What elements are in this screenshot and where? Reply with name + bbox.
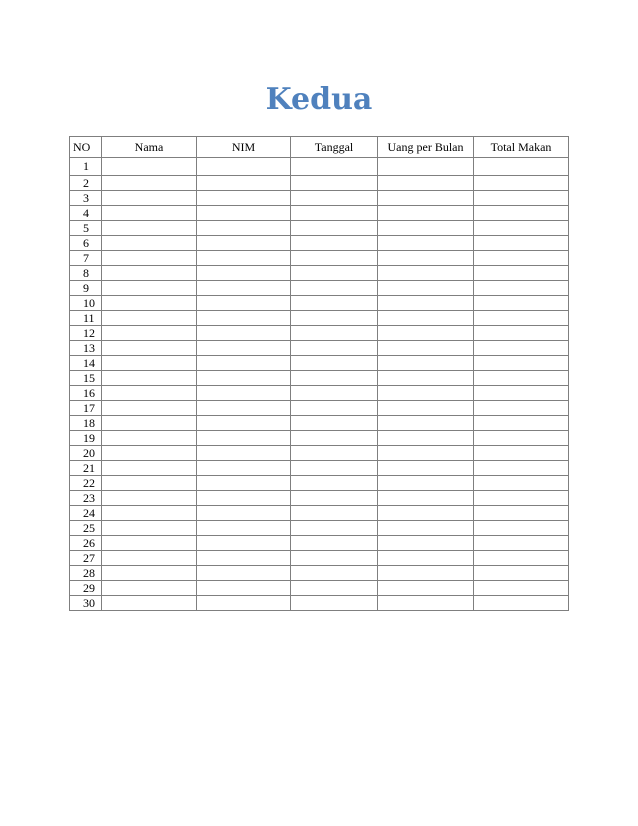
empty-cell — [102, 371, 197, 386]
row-number-cell: 23 — [70, 491, 102, 506]
empty-cell — [197, 311, 291, 326]
empty-cell — [102, 416, 197, 431]
table-row — [70, 266, 569, 281]
empty-cell — [102, 401, 197, 416]
empty-cell — [197, 581, 291, 596]
empty-cell — [197, 551, 291, 566]
empty-cell — [291, 371, 378, 386]
table-row — [70, 401, 569, 416]
row-number-cell: 10 — [70, 296, 102, 311]
row-number-cell: 19 — [70, 431, 102, 446]
table-row — [70, 596, 569, 611]
row-number-cell: 30 — [70, 596, 102, 611]
empty-cell — [291, 416, 378, 431]
empty-cell — [378, 326, 474, 341]
empty-cell — [197, 371, 291, 386]
empty-cell — [378, 491, 474, 506]
empty-cell — [474, 326, 569, 341]
empty-cell — [102, 191, 197, 206]
table-row — [70, 341, 569, 356]
column-header-no: NO — [70, 137, 102, 158]
empty-cell — [102, 491, 197, 506]
empty-cell — [291, 176, 378, 191]
empty-cell — [102, 206, 197, 221]
empty-cell — [474, 296, 569, 311]
row-number-cell: 21 — [70, 461, 102, 476]
empty-cell — [291, 191, 378, 206]
empty-cell — [197, 566, 291, 581]
table-row — [70, 521, 569, 536]
empty-cell — [102, 566, 197, 581]
row-number-cell: 27 — [70, 551, 102, 566]
empty-cell — [378, 461, 474, 476]
row-number-cell: 2 — [70, 176, 102, 191]
empty-cell — [197, 431, 291, 446]
empty-cell — [378, 506, 474, 521]
empty-cell — [474, 476, 569, 491]
table-row — [70, 326, 569, 341]
empty-cell — [291, 221, 378, 236]
empty-cell — [378, 251, 474, 266]
empty-cell — [378, 386, 474, 401]
row-number-cell: 26 — [70, 536, 102, 551]
empty-cell — [474, 446, 569, 461]
empty-cell — [474, 596, 569, 611]
empty-cell — [474, 158, 569, 176]
empty-cell — [291, 326, 378, 341]
empty-cell — [291, 386, 378, 401]
empty-cell — [291, 206, 378, 221]
empty-cell — [378, 266, 474, 281]
table-row — [70, 581, 569, 596]
table-row — [70, 311, 569, 326]
empty-cell — [474, 281, 569, 296]
empty-cell — [197, 521, 291, 536]
table-row — [70, 446, 569, 461]
empty-cell — [102, 341, 197, 356]
row-number-cell: 3 — [70, 191, 102, 206]
empty-cell — [197, 281, 291, 296]
table-row — [70, 506, 569, 521]
empty-cell — [378, 191, 474, 206]
empty-cell — [474, 431, 569, 446]
row-number-cell: 18 — [70, 416, 102, 431]
data-table — [69, 136, 569, 611]
table-row — [70, 206, 569, 221]
empty-cell — [291, 356, 378, 371]
row-number-cell: 29 — [70, 581, 102, 596]
empty-cell — [197, 416, 291, 431]
empty-cell — [102, 431, 197, 446]
empty-cell — [378, 581, 474, 596]
document-title: Kedua — [265, 82, 373, 117]
empty-cell — [197, 251, 291, 266]
empty-cell — [197, 461, 291, 476]
empty-cell — [474, 551, 569, 566]
empty-cell — [474, 536, 569, 551]
table-row — [70, 296, 569, 311]
empty-cell — [291, 551, 378, 566]
empty-cell — [102, 158, 197, 176]
table-row — [70, 431, 569, 446]
empty-cell — [291, 446, 378, 461]
column-header-total-makan: Total Makan — [474, 137, 569, 158]
empty-cell — [378, 521, 474, 536]
empty-cell — [291, 476, 378, 491]
empty-cell — [474, 191, 569, 206]
empty-cell — [291, 521, 378, 536]
table-row — [70, 251, 569, 266]
empty-cell — [474, 566, 569, 581]
empty-cell — [291, 596, 378, 611]
empty-cell — [197, 476, 291, 491]
empty-cell — [474, 311, 569, 326]
empty-cell — [474, 386, 569, 401]
table-row — [70, 476, 569, 491]
empty-cell — [291, 506, 378, 521]
table-row — [70, 461, 569, 476]
empty-cell — [102, 581, 197, 596]
empty-cell — [378, 296, 474, 311]
empty-cell — [197, 506, 291, 521]
empty-cell — [197, 236, 291, 251]
empty-cell — [378, 551, 474, 566]
empty-cell — [291, 536, 378, 551]
empty-cell — [291, 431, 378, 446]
row-number-cell: 7 — [70, 251, 102, 266]
empty-cell — [378, 311, 474, 326]
table-row — [70, 191, 569, 206]
empty-cell — [474, 416, 569, 431]
row-number-cell: 4 — [70, 206, 102, 221]
row-number-cell: 5 — [70, 221, 102, 236]
empty-cell — [197, 191, 291, 206]
table-row — [70, 176, 569, 191]
empty-cell — [102, 251, 197, 266]
empty-cell — [474, 206, 569, 221]
empty-cell — [197, 326, 291, 341]
table-row — [70, 416, 569, 431]
empty-cell — [378, 176, 474, 191]
empty-cell — [197, 356, 291, 371]
row-number-cell: 20 — [70, 446, 102, 461]
row-number-cell: 16 — [70, 386, 102, 401]
empty-cell — [291, 566, 378, 581]
empty-cell — [197, 296, 291, 311]
empty-cell — [102, 536, 197, 551]
empty-cell — [291, 296, 378, 311]
empty-cell — [102, 521, 197, 536]
row-number-cell: 1 — [70, 158, 102, 176]
table-row — [70, 551, 569, 566]
empty-cell — [291, 158, 378, 176]
empty-cell — [102, 446, 197, 461]
row-number-cell: 24 — [70, 506, 102, 521]
empty-cell — [197, 158, 291, 176]
empty-cell — [291, 236, 378, 251]
empty-cell — [378, 356, 474, 371]
empty-cell — [197, 221, 291, 236]
empty-cell — [291, 581, 378, 596]
empty-cell — [291, 281, 378, 296]
empty-cell — [378, 431, 474, 446]
empty-cell — [197, 176, 291, 191]
empty-cell — [197, 401, 291, 416]
empty-cell — [291, 311, 378, 326]
empty-cell — [197, 491, 291, 506]
empty-cell — [102, 506, 197, 521]
row-number-cell: 13 — [70, 341, 102, 356]
empty-cell — [474, 341, 569, 356]
empty-cell — [102, 311, 197, 326]
empty-cell — [378, 476, 474, 491]
empty-cell — [474, 506, 569, 521]
row-number-cell: 25 — [70, 521, 102, 536]
empty-cell — [474, 521, 569, 536]
table-row — [70, 566, 569, 581]
table-row — [70, 536, 569, 551]
row-number-cell: 11 — [70, 311, 102, 326]
empty-cell — [102, 356, 197, 371]
empty-cell — [378, 158, 474, 176]
empty-cell — [474, 491, 569, 506]
column-header-uang-per-bulan: Uang per Bulan — [378, 137, 474, 158]
empty-cell — [474, 176, 569, 191]
table-body — [70, 158, 569, 611]
empty-cell — [102, 476, 197, 491]
row-number-cell: 12 — [70, 326, 102, 341]
empty-cell — [291, 401, 378, 416]
column-header-nim: NIM — [197, 137, 291, 158]
empty-cell — [102, 326, 197, 341]
empty-cell — [474, 251, 569, 266]
empty-cell — [474, 236, 569, 251]
row-number-cell: 28 — [70, 566, 102, 581]
empty-cell — [378, 446, 474, 461]
empty-cell — [378, 536, 474, 551]
empty-cell — [474, 401, 569, 416]
empty-cell — [378, 416, 474, 431]
row-number-cell: 17 — [70, 401, 102, 416]
empty-cell — [474, 461, 569, 476]
empty-cell — [197, 206, 291, 221]
empty-cell — [291, 341, 378, 356]
empty-cell — [102, 266, 197, 281]
empty-cell — [291, 491, 378, 506]
empty-cell — [102, 176, 197, 191]
empty-cell — [378, 221, 474, 236]
empty-cell — [102, 551, 197, 566]
row-number-cell: 6 — [70, 236, 102, 251]
empty-cell — [102, 296, 197, 311]
empty-cell — [474, 356, 569, 371]
empty-cell — [197, 341, 291, 356]
empty-cell — [378, 341, 474, 356]
table-row — [70, 371, 569, 386]
empty-cell — [102, 281, 197, 296]
empty-cell — [197, 536, 291, 551]
empty-cell — [102, 596, 197, 611]
empty-cell — [197, 446, 291, 461]
empty-cell — [291, 266, 378, 281]
empty-cell — [197, 266, 291, 281]
table-row — [70, 491, 569, 506]
empty-cell — [474, 221, 569, 236]
table-header-row — [70, 137, 569, 158]
empty-cell — [102, 461, 197, 476]
empty-cell — [291, 251, 378, 266]
empty-cell — [291, 461, 378, 476]
column-header-nama: Nama — [102, 137, 197, 158]
row-number-cell: 22 — [70, 476, 102, 491]
empty-cell — [102, 221, 197, 236]
row-number-cell: 9 — [70, 281, 102, 296]
empty-cell — [378, 596, 474, 611]
empty-cell — [378, 401, 474, 416]
empty-cell — [378, 371, 474, 386]
row-number-cell: 15 — [70, 371, 102, 386]
empty-cell — [102, 236, 197, 251]
row-number-cell: 14 — [70, 356, 102, 371]
empty-cell — [378, 236, 474, 251]
empty-cell — [378, 206, 474, 221]
table-row — [70, 221, 569, 236]
empty-cell — [378, 281, 474, 296]
row-number-cell: 8 — [70, 266, 102, 281]
empty-cell — [378, 566, 474, 581]
empty-cell — [474, 371, 569, 386]
empty-cell — [102, 386, 197, 401]
table-row — [70, 236, 569, 251]
table-row — [70, 356, 569, 371]
table-row — [70, 386, 569, 401]
empty-cell — [197, 596, 291, 611]
table-row — [70, 281, 569, 296]
table-row — [70, 158, 569, 176]
empty-cell — [197, 386, 291, 401]
column-header-tanggal: Tanggal — [291, 137, 378, 158]
empty-cell — [474, 581, 569, 596]
empty-cell — [474, 266, 569, 281]
